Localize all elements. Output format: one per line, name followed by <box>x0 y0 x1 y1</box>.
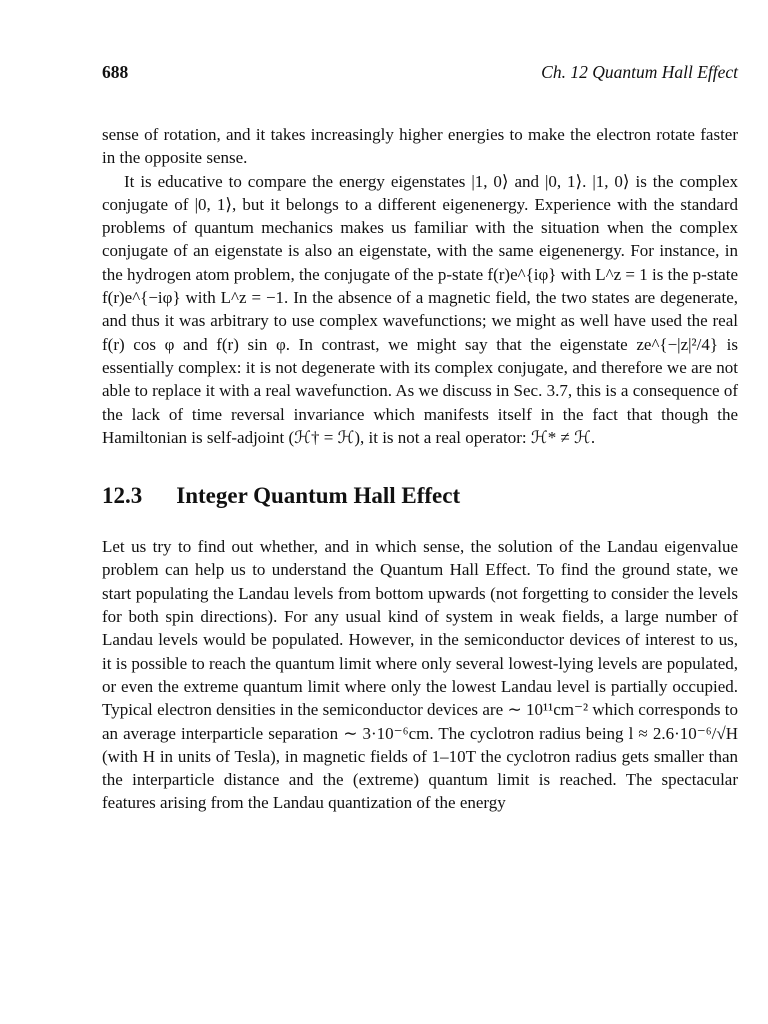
chapter-title: Ch. 12 Quantum Hall Effect <box>541 62 738 82</box>
paragraph: sense of rotation, and it takes increasingly higher energies to make the electron rotate faster in the opposite sense. <box>102 125 738 168</box>
page-number: 688 <box>102 62 129 82</box>
section-body <box>102 535 738 815</box>
section-heading <box>102 483 738 509</box>
section-number: 12.3 <box>102 483 143 509</box>
paragraph: Let us try to find out whether, and in which sense, the solution of the Landau eigenvalue problem can help us to understand the Quantum Hall Effect. To find the ground state, we start populating the Landau levels from bottom upwards (not forgetting to consider the levels for both spin directions). For any usual kind of system in weak fields, a large number of Landau levels would be populated. However, in the semiconductor devices of interest to us, it is possible to reach the quantum limit where only several lowest-lying levels are populated, or even the extreme quantum limit where only the lowest Landau level is partially occupied. Typical electron densities in the semiconductor devices are ∼ 10¹¹cm⁻² which corresponds to an average interparticle separation ∼ 3·10⁻⁶cm. The cyclotron radius being l ≈ 2.6·10⁻⁶/√H (with H in units of Tesla), in magnetic fields of 1–10T the cyclotron radius gets smaller than the interparticle distance and the (extreme) quantum limit is reached. The spectacular features arising from the Landau quantization of the energy <box>102 537 738 813</box>
running-head <box>102 62 738 83</box>
paragraph: It is educative to compare the energy eigenstates |1, 0⟩ and |0, 1⟩. |1, 0⟩ is the complex conjugate of |0, 1⟩, but it belongs to a different eigenenergy. Experience with the standard problems of quantum mechanics makes us familiar with the situation when the complex conjugate of an eigenstate is also an eigenstate, with the same eigenenergy. For instance, in the hydrogen atom problem, the conjugate of the p-state f(r)e^{iφ} with L^z = 1 is the p-state f(r)e^{−iφ} with L^z = −1. In the absence of a magnetic field, the two states are degenerate, and thus it was arbitrary to use complex wavefunctions; we might as well have used the real f(r) cos φ and f(r) sin φ. In contrast, we might say that the eigenstate ze^{−|z|²/4} is essentially complex: it is not degenerate with its complex conjugate, and therefore we are not able to replace it with a real wavefunction. As we discuss in Sec. 3.7, this is a consequence of the lack of time reversal invariance which manifests itself in the fact that though the Hamiltonian is self-adjoint (ℋ† = ℋ), it is not a real operator: ℋ* ≠ ℋ. <box>102 171 738 447</box>
section-title: Integer Quantum Hall Effect <box>176 483 461 509</box>
body-text <box>102 123 738 449</box>
